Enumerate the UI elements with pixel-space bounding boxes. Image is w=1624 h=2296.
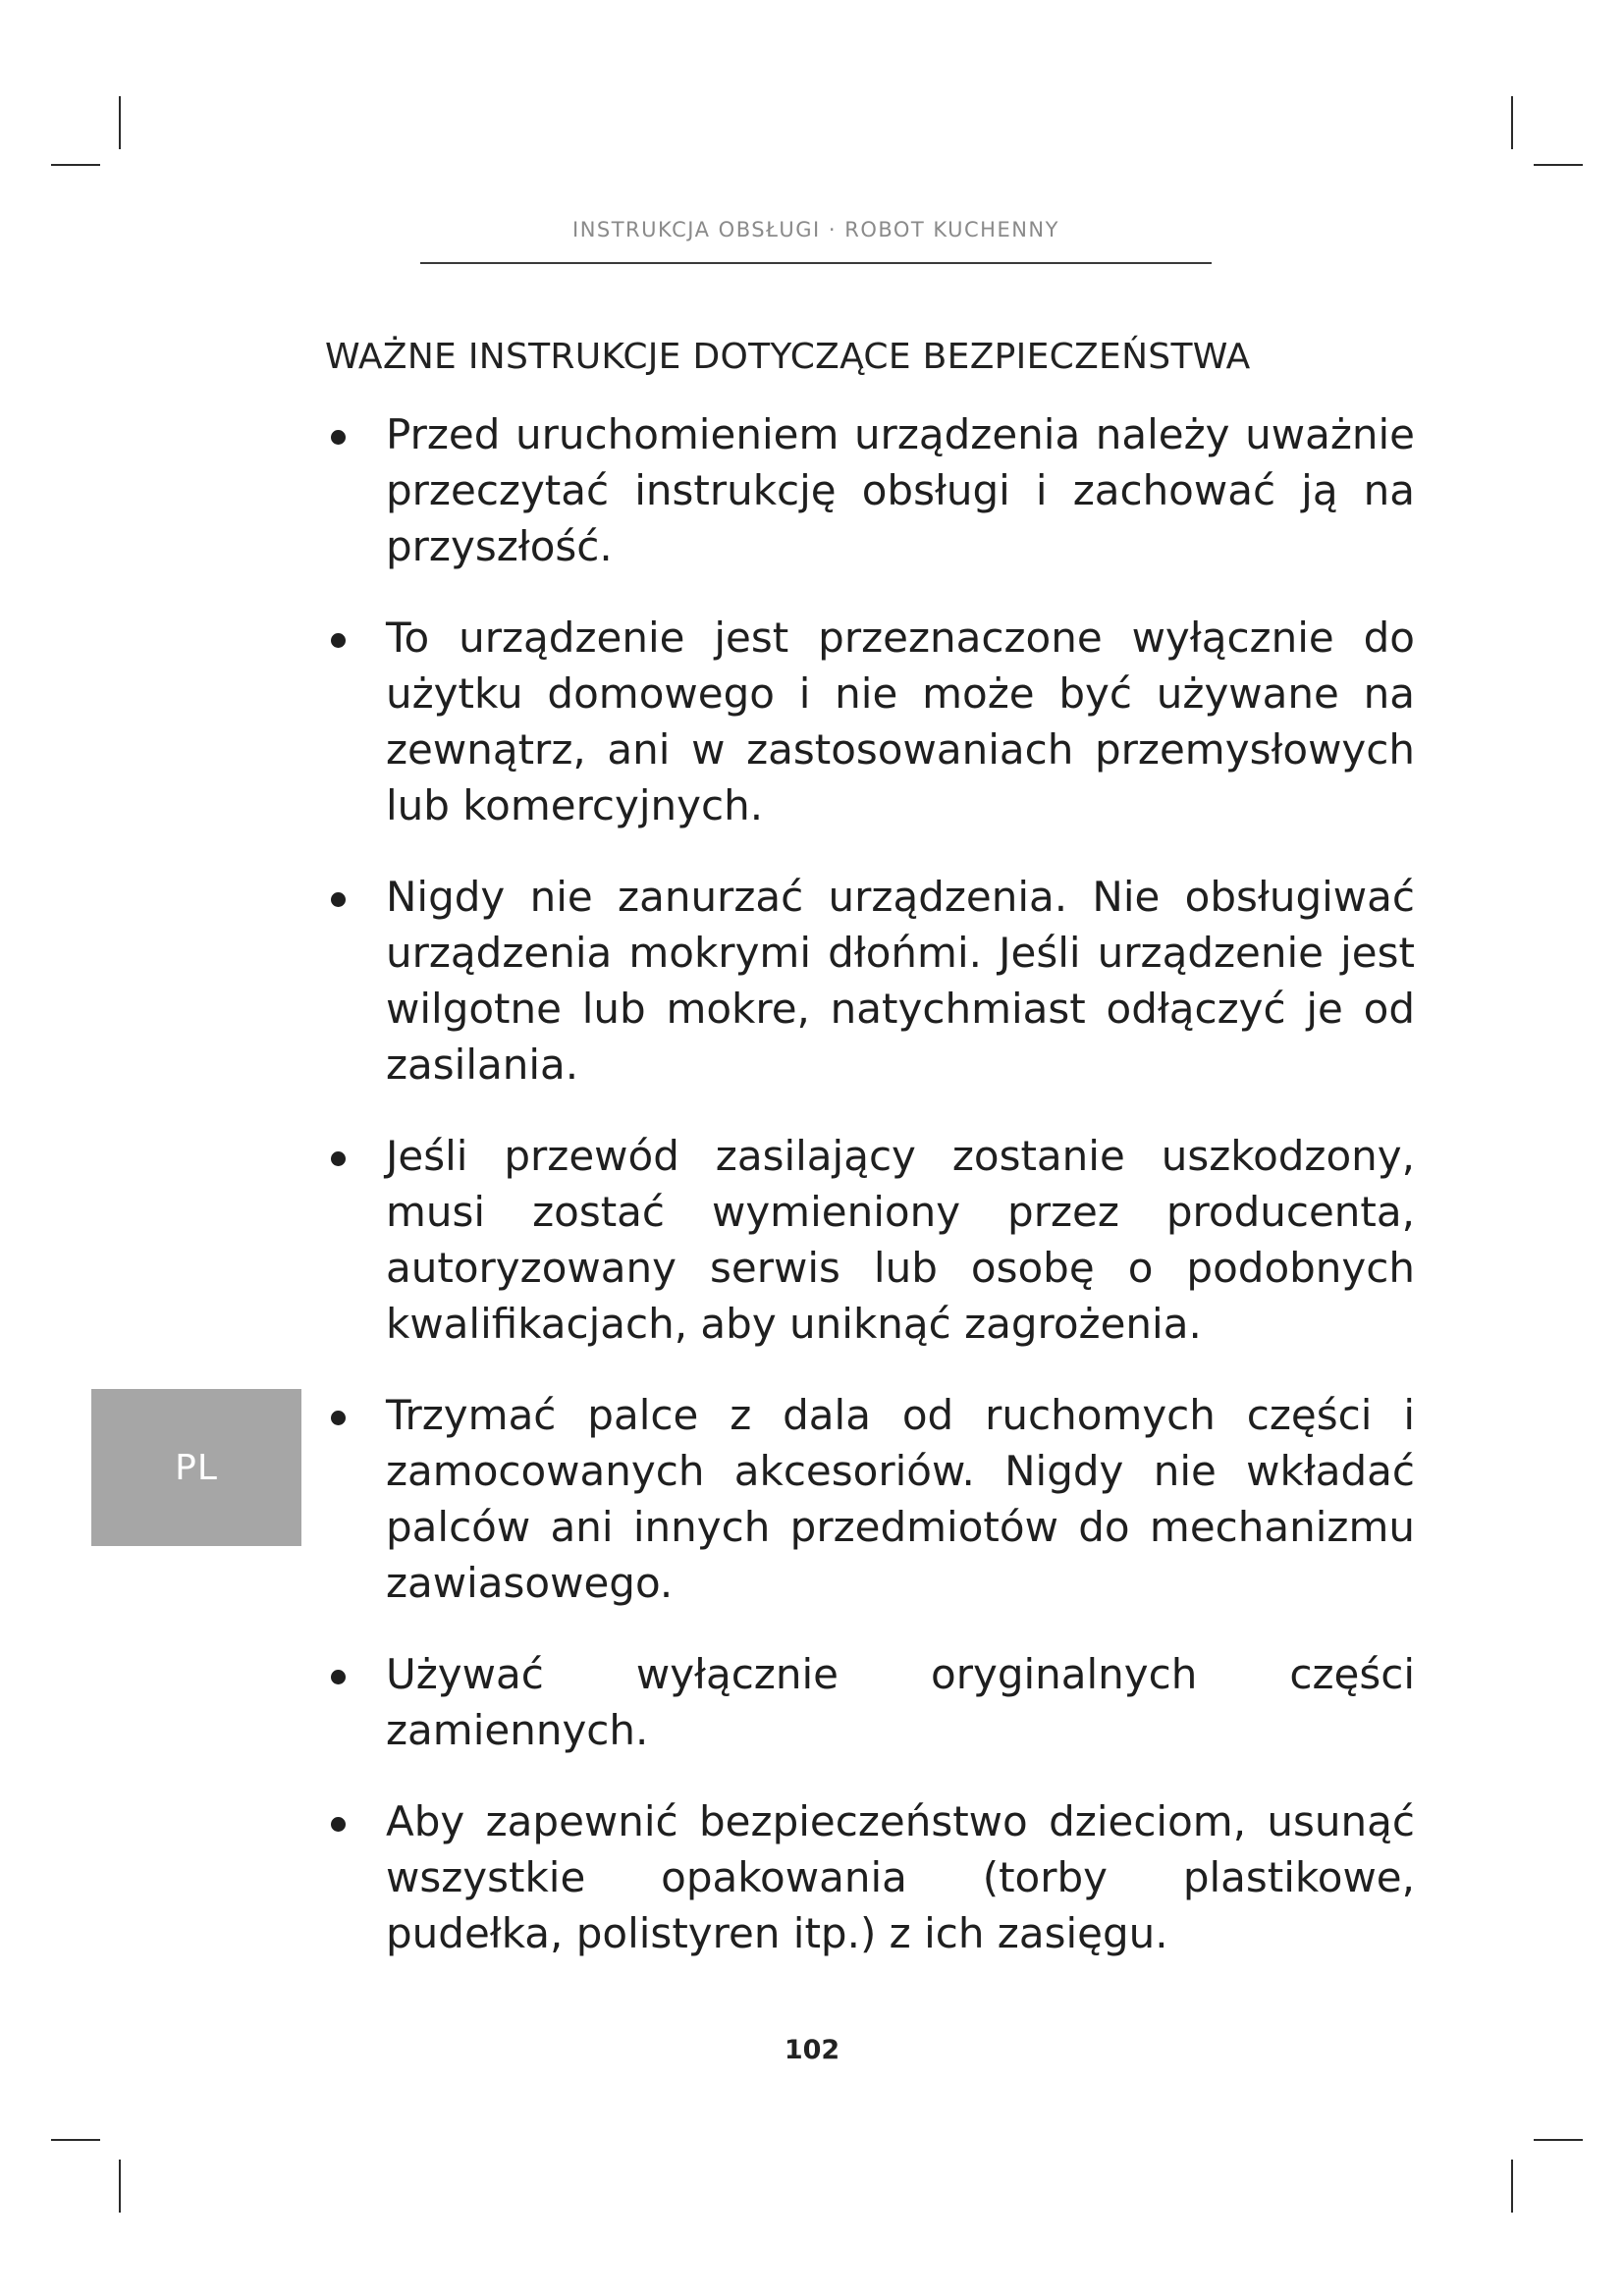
page-number: 102	[784, 2035, 840, 2065]
bullet-icon	[331, 892, 346, 907]
list-item	[325, 1128, 1415, 1352]
crop-mark-top-left-horizontal	[51, 164, 100, 166]
language-tab	[91, 1389, 301, 1546]
bullet-icon	[331, 1670, 346, 1684]
crop-mark-top-right-horizontal	[1534, 164, 1583, 166]
bullet-icon	[331, 633, 346, 648]
section-title: WAŻNE INSTRUKCJE DOTYCZĄCE BEZPIECZEŃSTWA	[325, 337, 1251, 377]
list-item-text: Przed uruchomieniem urządzenia należy uważnie przeczytać instrukcję obsługi i zachować ją na przyszłość.	[386, 410, 1415, 570]
list-item	[325, 610, 1415, 833]
header-rule	[420, 262, 1212, 264]
list-item-text: To urządzenie jest przeznaczone wyłącznie do użytku domowego i nie może być używane na zewnątrz, ani w zastosowaniach przemysłowych lub komercyjnych.	[386, 614, 1415, 829]
list-item-text: Trzymać palce z dala od ruchomych części i zamocowanych akcesoriów. Nigdy nie wkładać palców ani innych przedmiotów do mechanizmu zawiasowego.	[386, 1391, 1415, 1607]
list-item	[325, 1646, 1415, 1758]
list-item-text: Używać wyłącznie oryginalnych części zamiennych.	[386, 1650, 1415, 1754]
list-item	[325, 1387, 1415, 1611]
list-item	[325, 1793, 1415, 1961]
bullet-icon	[331, 1817, 346, 1832]
language-tab-label: PL	[175, 1447, 218, 1488]
list-item-text: Aby zapewnić bezpieczeństwo dzieciom, usunąć wszystkie opakowania (torby plastikowe, pudełka, polistyren itp.) z ich zasięgu.	[386, 1797, 1415, 1957]
running-header: INSTRUKCJA OBSŁUGI · ROBOT KUCHENNY	[572, 218, 1059, 241]
crop-mark-top-right-vertical	[1511, 96, 1513, 149]
crop-mark-bottom-left-vertical	[119, 2160, 121, 2213]
crop-mark-bottom-right-horizontal	[1534, 2139, 1583, 2141]
bullet-icon	[331, 430, 346, 445]
list-item	[325, 869, 1415, 1093]
list-item	[325, 406, 1415, 574]
bullet-icon	[331, 1411, 346, 1425]
bullet-icon	[331, 1151, 346, 1166]
list-item-text: Nigdy nie zanurzać urządzenia. Nie obsługiwać urządzenia mokrymi dłońmi. Jeśli urządzenie jest wilgotne lub mokre, natychmiast odłączyć je od zasilania.	[386, 873, 1415, 1089]
crop-mark-top-left-vertical	[119, 96, 121, 149]
safety-instructions-list	[325, 406, 1415, 1997]
crop-mark-bottom-right-vertical	[1511, 2160, 1513, 2213]
crop-mark-bottom-left-horizontal	[51, 2139, 100, 2141]
list-item-text: Jeśli przewód zasilający zostanie uszkodzony, musi zostać wymieniony przez producenta, autoryzowany serwis lub osobę o podobnych kwalifikacjach, aby uniknąć zagrożenia.	[386, 1132, 1415, 1348]
